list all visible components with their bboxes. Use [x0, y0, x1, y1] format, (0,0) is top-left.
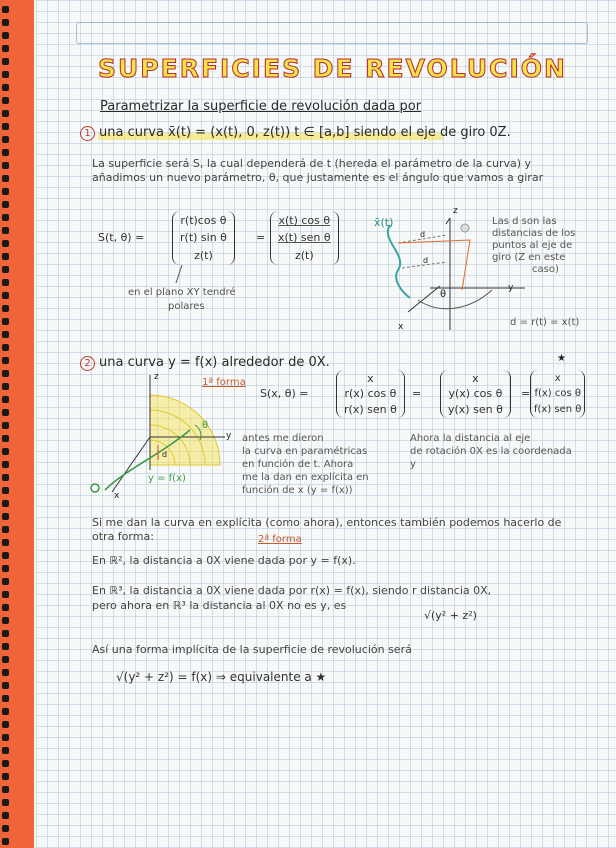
- axis-y-label-2: y: [226, 431, 232, 441]
- second-form-intro: Si me dan la curva en explícita (como ahora), entonces también podemos hacerlo de otra forma:: [92, 516, 562, 543]
- origin-marker: [91, 484, 99, 492]
- diagram-note-line-5: caso): [532, 264, 559, 275]
- angle-label: θ: [440, 289, 447, 300]
- distance-mark-2: d: [423, 256, 429, 265]
- section2-marker: 2: [80, 356, 95, 371]
- section2-statement-text: una curva y = f(x) alrededor de 0X.: [99, 355, 330, 370]
- theta-label-2: θ: [202, 420, 209, 431]
- second-form-label: 2ª forma: [258, 534, 302, 545]
- line-r3b: pero ahora en ℝ³ la distancia al 0X no es y, es: [92, 599, 347, 612]
- note-left-line-3: en función de t. Ahora: [242, 459, 354, 470]
- diagram-note-line-4: giro (Z en este: [492, 252, 566, 263]
- s2-matrix-c-row-1: x: [554, 373, 561, 385]
- s2-matrix-a-row-2: r(x) cos θ: [344, 387, 397, 401]
- distance-mark-1: d: [420, 230, 426, 239]
- first-form-label: 1ª forma: [202, 377, 246, 388]
- axis-x-label-2: x: [114, 491, 120, 501]
- star-marker: ★: [557, 353, 566, 364]
- matrix-b-row-1: x(t) cos θ: [278, 214, 331, 228]
- line-r2: En ℝ², la distancia a 0X viene dada por y = f(x).: [92, 554, 356, 567]
- matrix-a-row-2: r(t) sin θ: [180, 231, 227, 245]
- s2-matrix-a-row-3: r(x) sen θ: [344, 402, 397, 416]
- d-label-2: d: [162, 450, 168, 459]
- section1-statement-text: una curva x̄(t) = (x(t), 0, z(t)) t ∈ [a,b] siendo el eje de giro 0Z.: [99, 125, 511, 140]
- section1-equals: =: [256, 231, 266, 244]
- s2-matrix-c-row-2: f(x) cos θ: [534, 388, 581, 400]
- s2-matrix-b-row-3: y(x) sen θ: [448, 402, 503, 416]
- note-left-line-2: la curva en paramétricas: [242, 446, 368, 457]
- revolution-surface-fill: [150, 395, 220, 465]
- curve-label-2: y = f(x): [148, 473, 186, 484]
- x-axis-line-2: [112, 437, 150, 492]
- polar-note-line-2: polares: [168, 301, 205, 312]
- diagram-note-line-1: Las d son las: [492, 216, 557, 227]
- axis-y-label: y: [508, 283, 514, 293]
- s2-matrix-b-row-2: y(x) cos θ: [448, 387, 503, 401]
- implicit-intro: Así una forma implícita de la superficie de revolución será: [92, 643, 412, 656]
- axis-z-label-2: z: [154, 372, 159, 382]
- implicit-equation: √(y² + z²) = f(x) ⇒ equivalente a ★: [116, 670, 327, 684]
- section2-note-left: [242, 432, 369, 497]
- note-left-line-1: antes me dieron: [242, 433, 324, 444]
- note-right-line-1: Ahora la distancia al eje: [410, 433, 531, 444]
- section2-equals-1: =: [412, 387, 422, 400]
- note-left-line-4: me la dan en explícita en: [242, 472, 369, 483]
- diagram-note-line-2: distancias de los: [492, 228, 576, 239]
- section2-equals-2: =: [521, 387, 531, 400]
- matrix-b-row-3: z(t): [294, 248, 314, 262]
- sqrt-expression: √(y² + z²): [424, 609, 477, 622]
- axis-z-label: z: [453, 206, 458, 216]
- distance-formula: d = r(t) = x(t): [510, 317, 580, 328]
- subtitle: Parametrizar la superficie de revolución dada por: [100, 99, 422, 114]
- s2-matrix-c-row-3: f(x) sen θ: [534, 403, 582, 415]
- note-right-line-2: de rotación 0X es la coordenada: [410, 446, 572, 457]
- section1-explanation: La superficie será S, la cual dependerá de t (hereda el parámetro de la curva) y añadimos un nuevo parámetro, θ, que justamente es el ángulo que vamos a girar: [92, 157, 544, 184]
- axis-x-label: x: [398, 322, 404, 332]
- line-r3a: En ℝ³, la distancia a 0X viene dada por r(x) = f(x), siendo r distancia 0X,: [92, 584, 492, 597]
- section2-lhs: S(x, θ) =: [260, 387, 309, 400]
- matrix-a-row-3: z(t): [194, 248, 213, 262]
- polar-note-line-1: en el plano XY tendré: [128, 287, 236, 298]
- section2-note-right: [410, 432, 572, 471]
- matrix-a-row-1: r(t)cos θ: [180, 214, 227, 228]
- curve-label: x̄(t): [374, 216, 394, 229]
- s2-matrix-a-row-1: x: [367, 372, 374, 386]
- section1-marker: 1: [80, 126, 95, 141]
- page-title: SUPERFICIES DE REVOLUCIÓN: [98, 54, 567, 83]
- diagram-note-line-3: puntos al eje de: [492, 240, 573, 251]
- s2-matrix-b-row-1: x: [472, 372, 479, 386]
- section1-lhs: S(t, θ) =: [98, 231, 145, 244]
- note-left-line-5: función de x (y = f(x)): [242, 485, 353, 496]
- matrix-b-row-2: x(t) sen θ: [278, 231, 331, 245]
- note-right-line-3: y: [410, 459, 416, 470]
